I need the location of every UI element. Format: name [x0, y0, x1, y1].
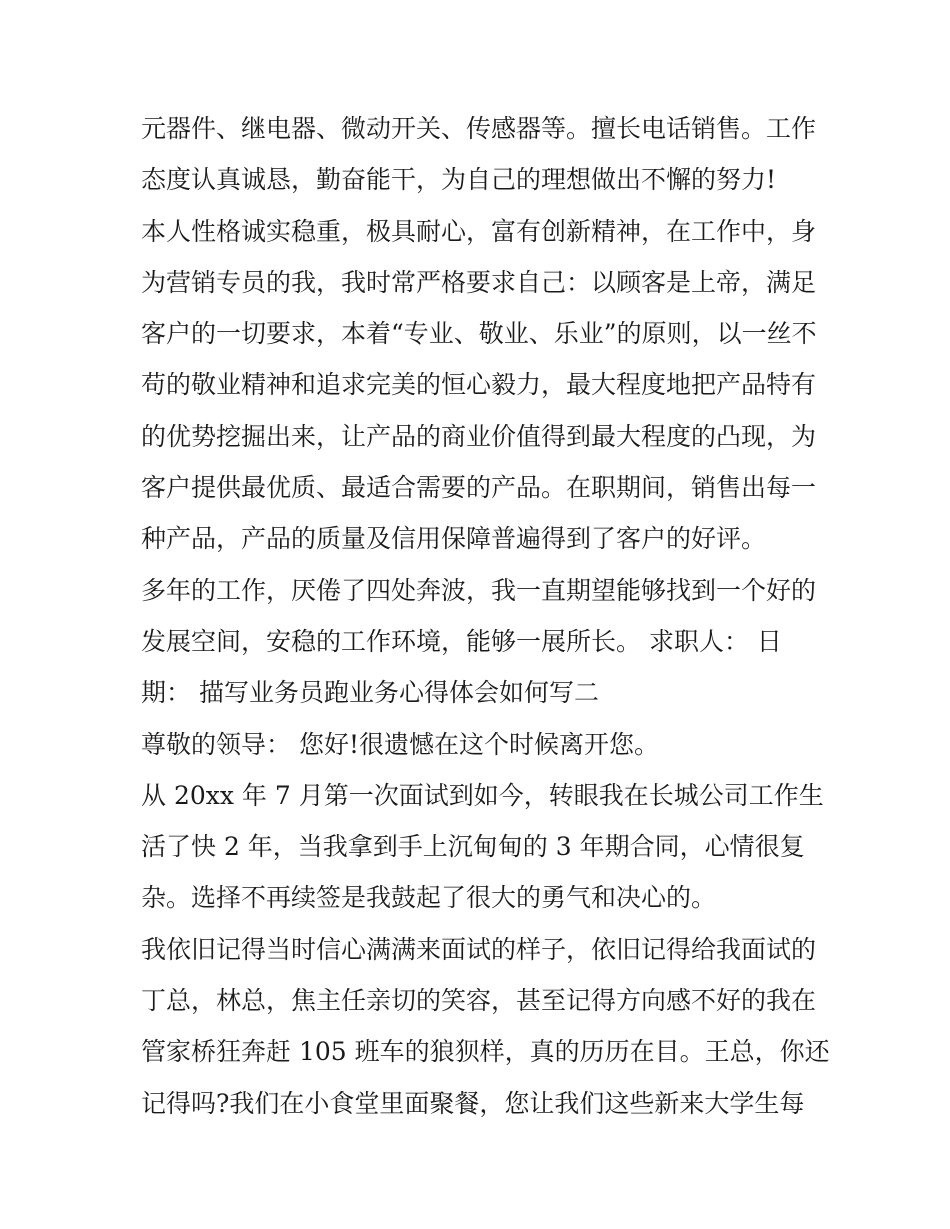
text-line: 活了快 2 年，当我拿到手上沉甸甸的 3 年期合同，心情很复	[141, 832, 805, 862]
text-line: 丁总，林总，焦主任亲切的笑容，甚至记得方向感不好的我在	[141, 986, 817, 1016]
text-line: 我依旧记得当时信心满满来面试的样子，依旧记得给我面试的	[141, 934, 817, 964]
text-line: 元器件、继电器、微动开关、传感器等。擅长电话销售。工作	[141, 114, 817, 143]
text-line: 的优势挖掘出来，让产品的商业价值得到最大程度的凸现，为	[141, 421, 817, 451]
text-line: 为营销专员的我，我时常严格要求自己：以顾客是上帝，满足	[141, 267, 817, 297]
text-line: 管家桥狂奔赶 105 班车的狼狈样，真的历历在目。王总，你还	[141, 1037, 830, 1067]
text-line: 态度认真诚恳，勤奋能干，为自己的理想做出不懈的努力!	[141, 165, 777, 195]
text-line: 客户的一切要求，本着“专业、敬业、乐业”的原则，以一丝不	[141, 319, 817, 349]
text-line: 发展空间，安稳的工作环境，能够一展所长。 求职人： 日	[141, 626, 782, 656]
text-line: 杂。选择不再续签是我鼓起了很大的勇气和决心的。	[141, 883, 717, 913]
text-line: 多年的工作，厌倦了四处奔波，我一直期望能够找到一个好的	[141, 575, 817, 605]
text-line: 种产品，产品的质量及信用保障普遍得到了客户的好评。	[141, 524, 767, 554]
text-line: 期： 描写业务员跑业务心得体会如何写二	[141, 678, 599, 708]
text-line: 客户提供最优质、最适合需要的产品。在职期间，销售出每一	[141, 473, 817, 503]
document-body	[141, 103, 830, 1129]
text-line: 从 20xx 年 7 月第一次面试到如今，转眼我在长城公司工作生	[141, 780, 824, 810]
text-line: 苟的敬业精神和追求完美的恒心毅力，最大程度地把产品特有	[141, 370, 817, 400]
text-line: 本人性格诚实稳重，极具耐心，富有创新精神，在工作中，身	[141, 216, 817, 246]
text-line: 尊敬的领导： 您好!很遗憾在这个时候离开您。	[141, 729, 659, 759]
text-line: 记得吗?我们在小食堂里面聚餐，您让我们这些新来大学生每	[141, 1088, 805, 1118]
